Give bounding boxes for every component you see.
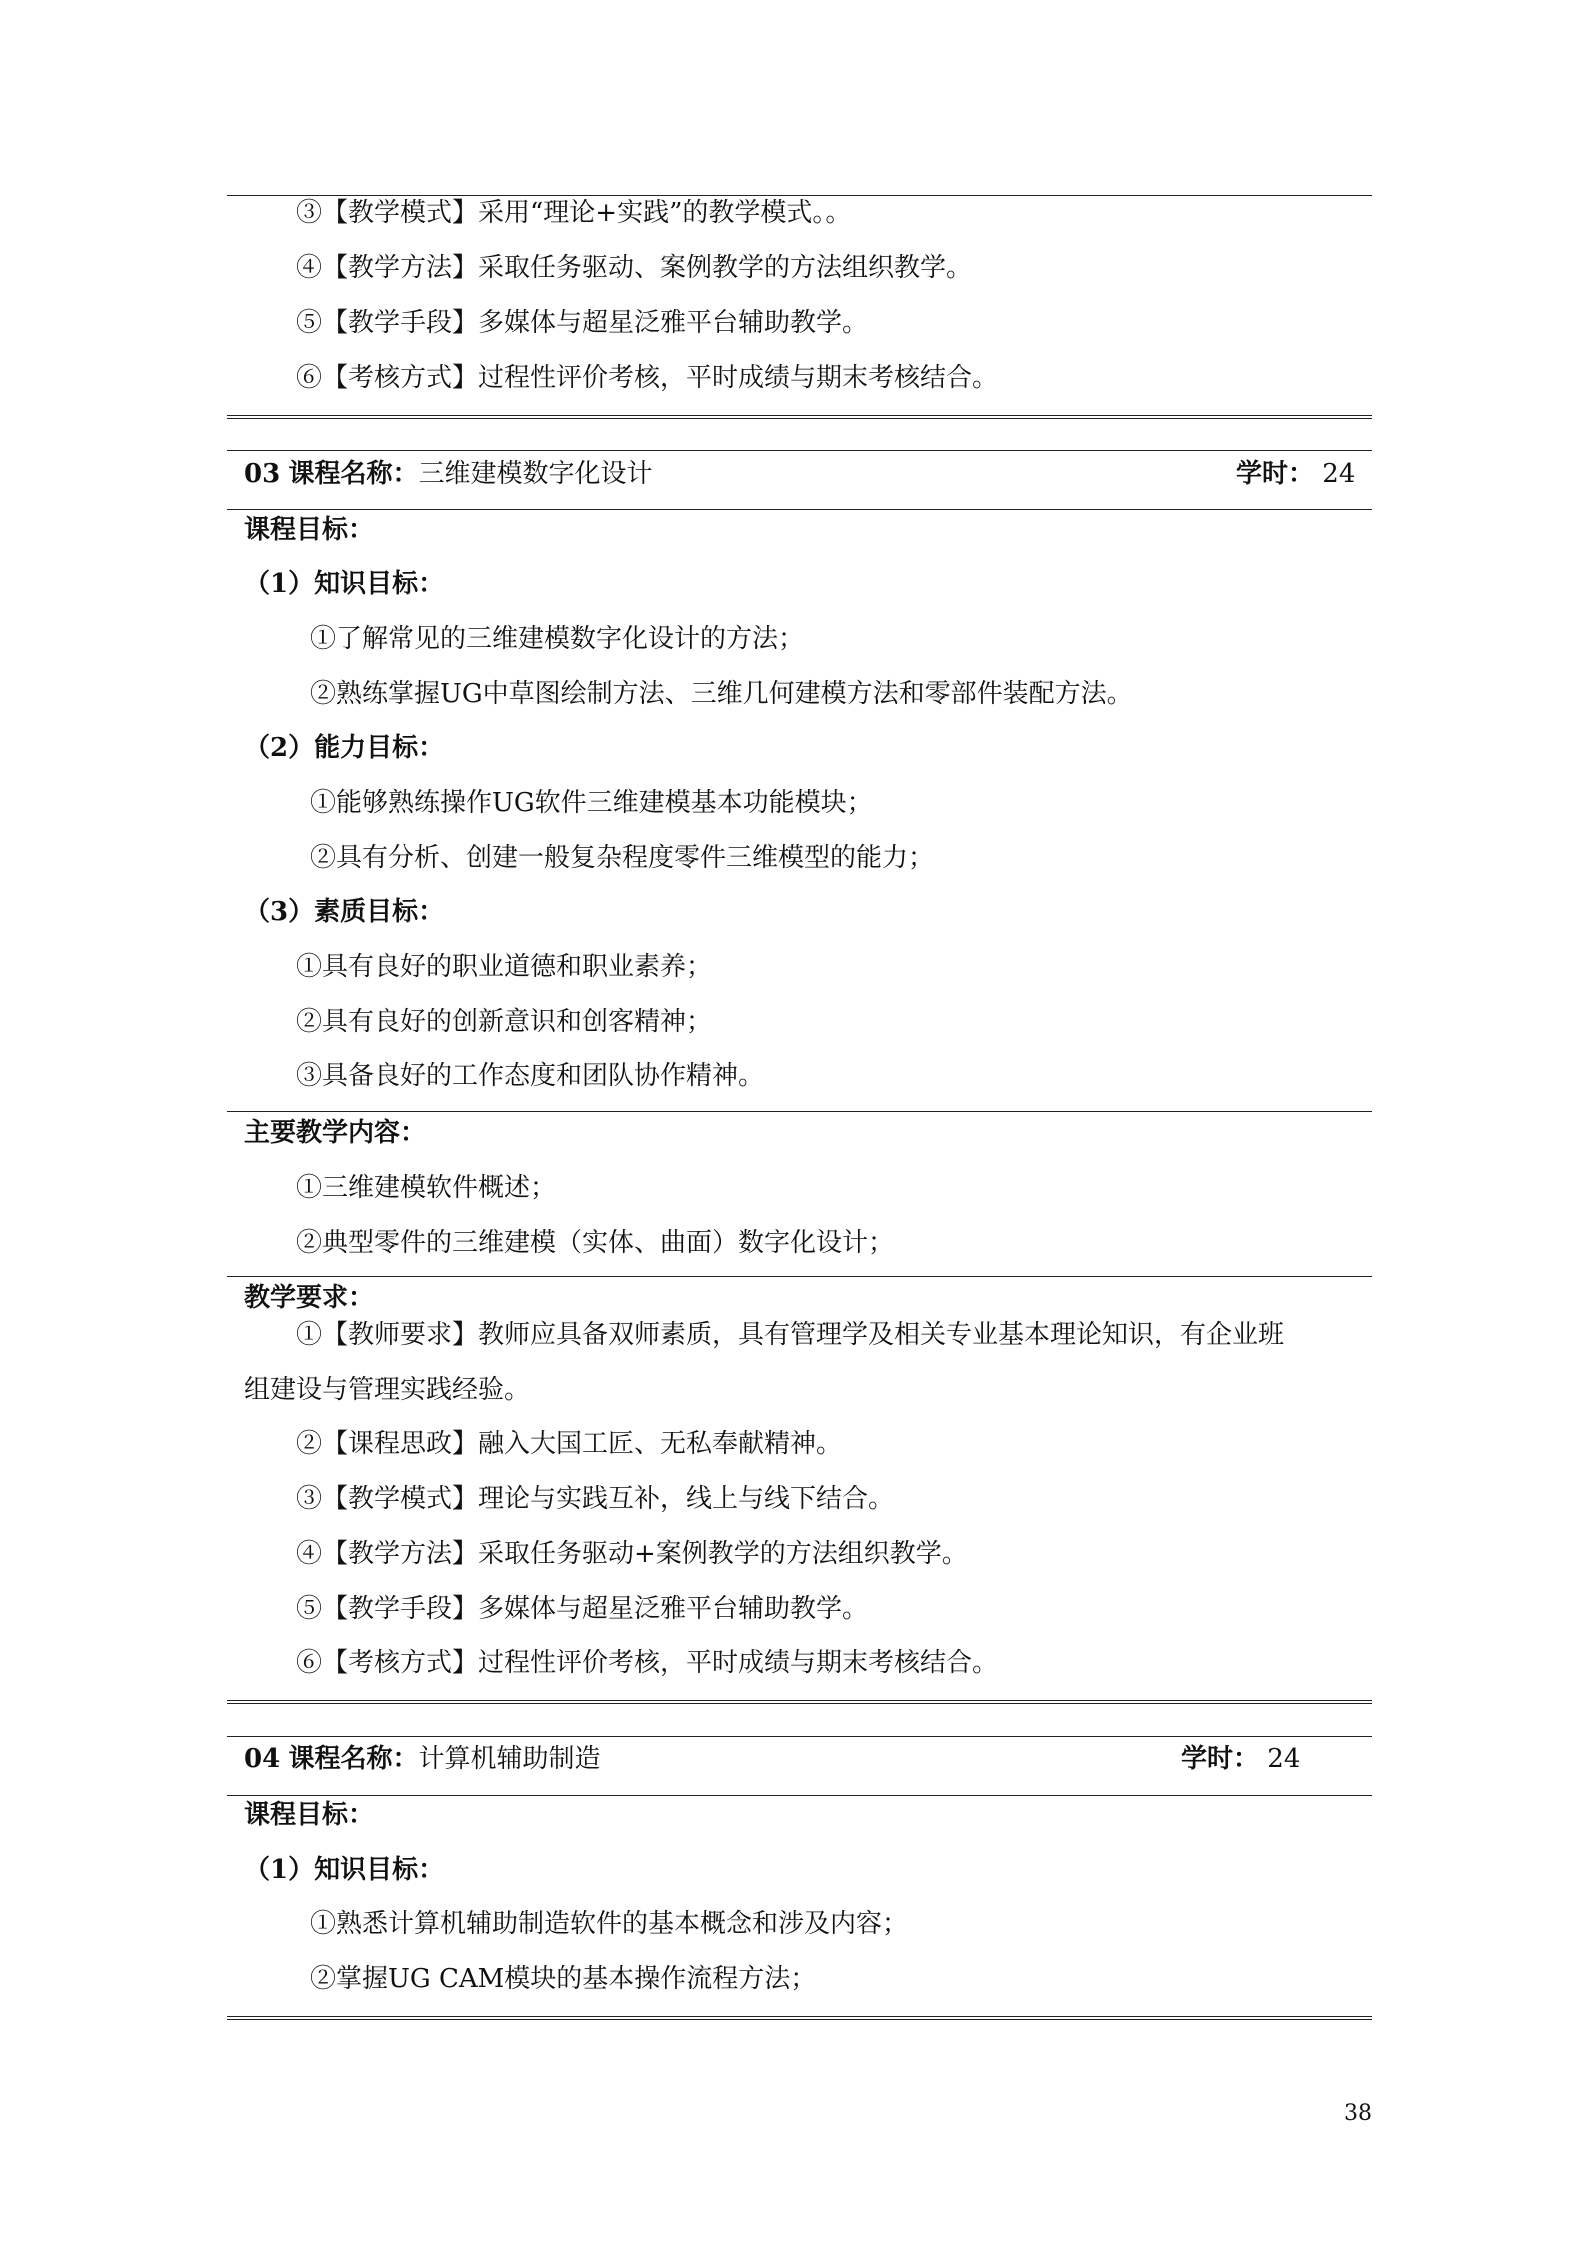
knowledge-item: ②熟练掌握UG中草图绘制方法、三维几何建模方法和零部件装配方法。 (310, 679, 1133, 709)
requirements-heading: 教学要求： (244, 1283, 375, 1313)
knowledge-item: ①熟悉计算机辅助制造软件的基本概念和涉及内容； (310, 1909, 909, 1939)
knowledge-heading: （1）知识目标： (244, 1855, 445, 1885)
teaching-method-line: ④【教学方法】采取任务驱动、案例教学的方法组织教学。 (296, 253, 973, 283)
goals-heading: 课程目标： (244, 515, 375, 545)
top-rule (227, 195, 1372, 196)
hours-value: 24 (1267, 1744, 1301, 1774)
course-name-label: 课程名称： (288, 459, 419, 489)
requirements-rule (227, 1276, 1372, 1277)
course-hours (1236, 461, 1355, 487)
requirement-item: ④【教学方法】采取任务驱动+案例教学的方法组织教学。 (296, 1539, 968, 1569)
requirement-item: ③【教学模式】理论与实践互补，线上与线下结合。 (296, 1484, 895, 1514)
hours-label: 学时： (1181, 1744, 1260, 1774)
assessment-line: ⑥【考核方式】过程性评价考核，平时成绩与期末考核结合。 (296, 363, 999, 393)
requirement-item-continued: 组建设与管理实践经验。 (244, 1375, 531, 1405)
content-rule (227, 1111, 1372, 1112)
hours-label: 学时： (1236, 459, 1315, 489)
quality-item: ③具备良好的工作态度和团队协作精神。 (296, 1061, 765, 1091)
course-hours (1181, 1746, 1300, 1772)
quality-item: ①具有良好的职业道德和职业素养； (296, 952, 713, 982)
course-name: 三维建模数字化设计 (418, 459, 653, 489)
bottom-rule (227, 2016, 1372, 2020)
content-item: ①三维建模软件概述； (296, 1173, 557, 1203)
quality-item: ②具有良好的创新意识和创客精神； (296, 1007, 713, 1037)
page-number: 38 (1344, 2101, 1372, 2126)
ability-item: ②具有分析、创建一般复杂程度零件三维模型的能力； (310, 843, 935, 873)
section-divider (227, 415, 1372, 419)
section-divider (227, 1700, 1372, 1704)
content-heading: 主要教学内容： (244, 1118, 427, 1148)
requirement-item: ②【课程思政】融入大国工匠、无私奉献精神。 (296, 1429, 843, 1459)
requirement-item: ⑤【教学手段】多媒体与超星泛雅平台辅助教学。 (296, 1594, 869, 1624)
ability-item: ①能够熟练操作UG软件三维建模基本功能模块； (310, 788, 873, 818)
course-header-bottom-rule (227, 509, 1372, 510)
course-header-rule (227, 1736, 1372, 1737)
course-name: 计算机辅助制造 (418, 1744, 601, 1774)
hours-value: 24 (1322, 459, 1356, 489)
knowledge-heading: （1）知识目标： (244, 569, 445, 599)
course-name-label: 课程名称： (288, 1744, 419, 1774)
knowledge-item: ①了解常见的三维建模数字化设计的方法； (310, 624, 805, 654)
teaching-means-line: ⑤【教学手段】多媒体与超星泛雅平台辅助教学。 (296, 308, 869, 338)
course-title (244, 1746, 600, 1772)
teaching-mode-line: ③【教学模式】采用“理论+实践”的教学模式。。 (296, 198, 852, 228)
course-number: 04 (244, 1744, 281, 1774)
requirement-item: ①【教师要求】教师应具备双师素质，具有管理学及相关专业基本理论知识，有企业班 (296, 1320, 1285, 1350)
course-title (244, 461, 652, 487)
course-header-rule (227, 450, 1372, 451)
ability-heading: （2）能力目标： (244, 733, 445, 763)
course-header-bottom-rule (227, 1795, 1372, 1796)
requirement-item: ⑥【考核方式】过程性评价考核，平时成绩与期末考核结合。 (296, 1648, 999, 1678)
goals-heading: 课程目标： (244, 1800, 375, 1830)
knowledge-item: ②掌握UG CAM模块的基本操作流程方法； (310, 1964, 817, 1994)
course-number: 03 (244, 459, 281, 489)
quality-heading: （3）素质目标： (244, 897, 445, 927)
content-item: ②典型零件的三维建模（实体、曲面）数字化设计； (296, 1228, 895, 1258)
